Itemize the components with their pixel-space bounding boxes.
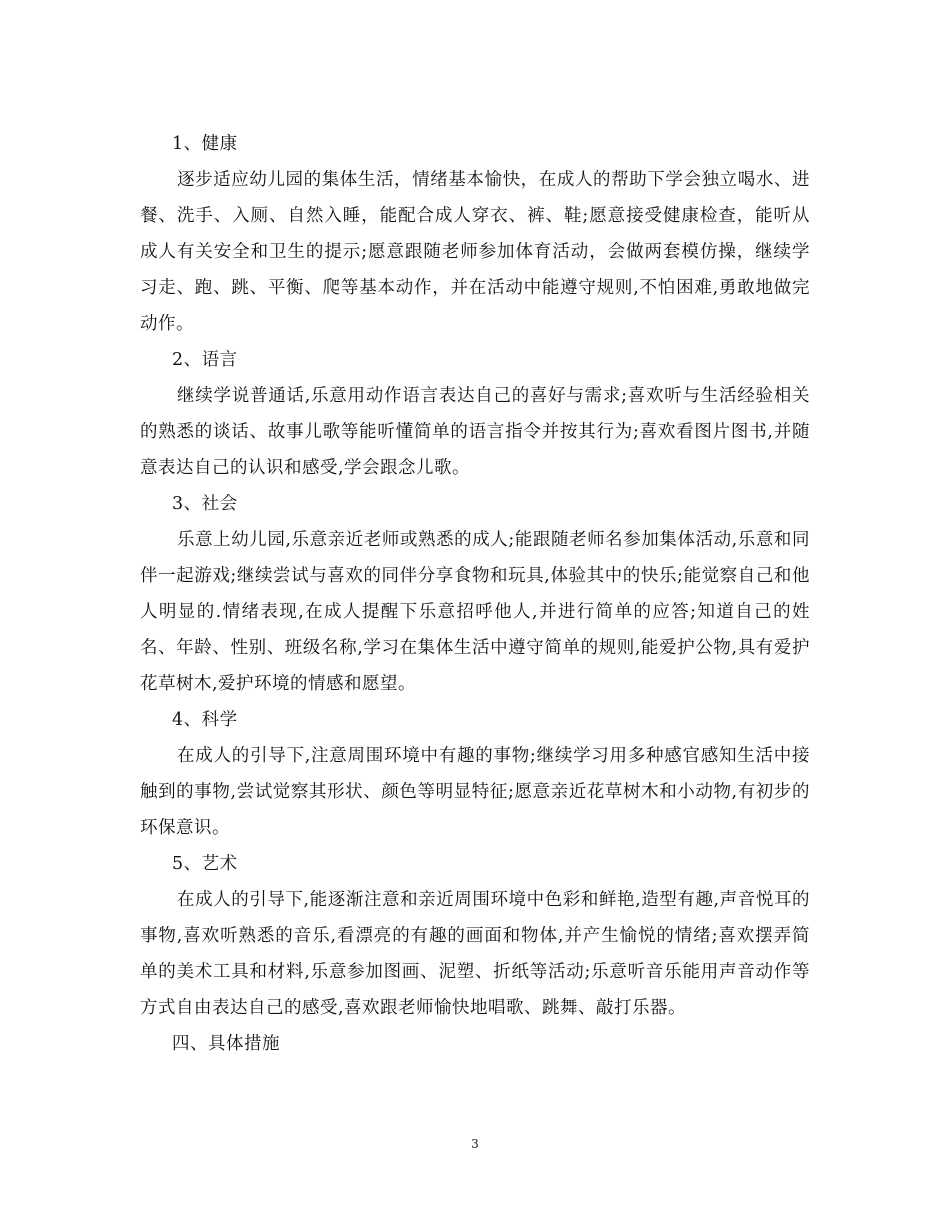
section-paragraph-language: 继续学说普通话,乐意用动作语言表达自己的喜好与需求;喜欢听与生活经验相关的熟悉的谈话、故事儿歌等能听懂简单的语言指令并按其行为;喜欢看图片图书,并随意表达自己的认识和感受,学会跟念儿歌。 — [140, 386, 810, 478]
section-heading-science: 4、科学 — [172, 710, 238, 730]
section-heading-measures: 四、具体措施 — [172, 1034, 280, 1054]
section-heading-society: 3、社会 — [172, 494, 238, 514]
section-paragraph-science: 在成人的引导下,注意周围环境中有趣的事物;继续学习用多种感官感知生活中接触到的事物,尝试觉察其形状、颜色等明显特征;愿意亲近花草树木和小动物,有初步的环保意识。 — [140, 746, 810, 838]
page-number: 3 — [471, 1137, 479, 1151]
section-paragraph-art: 在成人的引导下,能逐渐注意和亲近周围环境中色彩和鲜艳,造型有趣,声音悦耳的事物,喜欢听熟悉的音乐,看漂亮的有趣的画面和物体,并产生愉悦的情绪;喜欢摆弄简单的美术工具和材料,乐意参加图画、泥塑、折纸等活动;乐意听音乐能用声音动作等方式自由表达自己的感受,喜欢跟老师愉快地唱歌、跳舞、敲打乐器。 — [140, 890, 810, 1018]
section-heading-health: 1、健康 — [172, 134, 238, 154]
section-heading-art: 5、艺术 — [172, 854, 238, 874]
document-body — [140, 126, 810, 1062]
section-heading-language: 2、语言 — [172, 350, 238, 370]
section-paragraph-health: 逐步适应幼儿园的集体生活，情绪基本愉快，在成人的帮助下学会独立喝水、进餐、洗手、入厕、自然入睡，能配合成人穿衣、裤、鞋;愿意接受健康检查，能听从成人有关安全和卫生的提示;愿意跟随老师参加体育活动，会做两套模仿操，继续学习走、跑、跳、平衡、爬等基本动作，并在活动中能遵守规则,不怕困难,勇敢地做完动作。 — [140, 170, 810, 334]
section-paragraph-society: 乐意上幼儿园,乐意亲近老师或熟悉的成人;能跟随老师名参加集体活动,乐意和同伴一起游戏;继续尝试与喜欢的同伴分享食物和玩具,体验其中的快乐;能觉察自己和他人明显的.情绪表现,在成人提醒下乐意招呼他人,并进行简单的应答;知道自己的姓名、年龄、性别、班级名称,学习在集体生活中遵守简单的规则,能爱护公物,具有爱护花草树木,爱护环境的情感和愿望。 — [140, 530, 810, 694]
